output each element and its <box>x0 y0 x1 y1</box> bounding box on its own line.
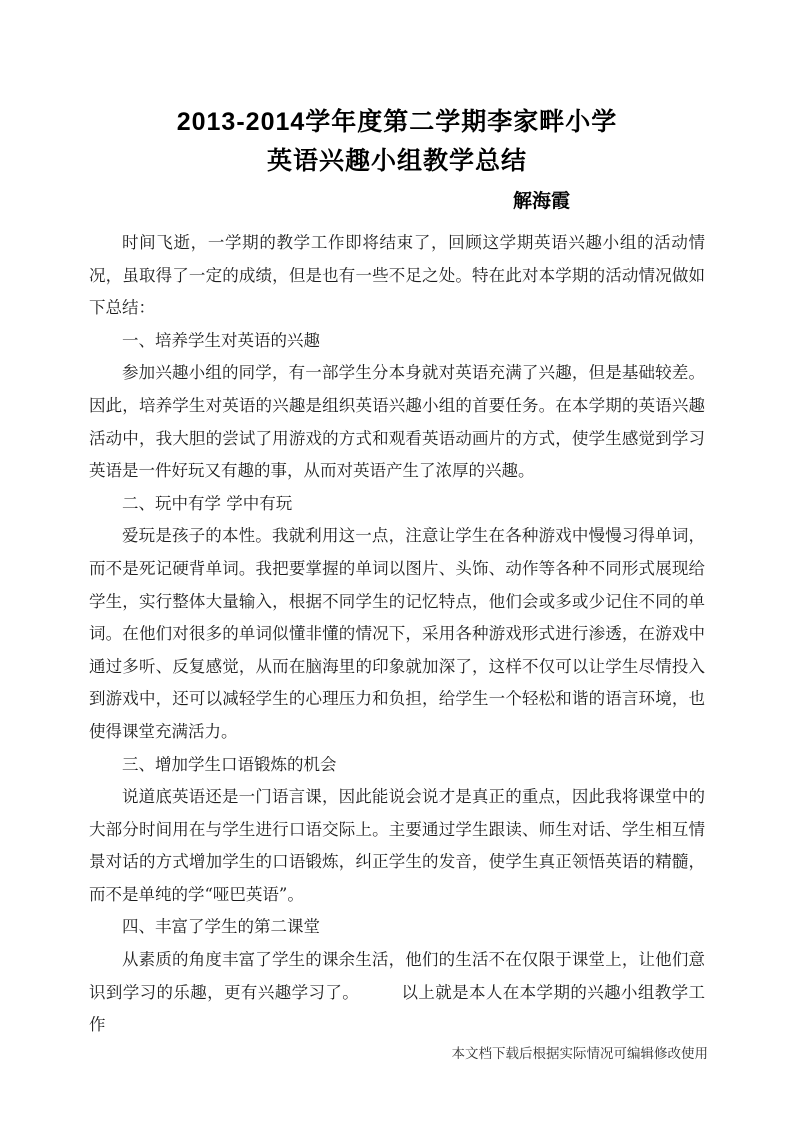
paragraph: 参加兴趣小组的同学，有一部学生分本身就对英语充满了兴趣，但是基础较差。因此，培养学生对英语的兴趣是组织英语兴趣小组的首要任务。在本学期的英语兴趣活动中，我大胆的尝试了用游戏的方式和观看英语动画片的方式，使学生感觉到学习英语是一件好玩又有趣的事，从而对英语产生了浓厚的兴趣。 <box>89 363 705 481</box>
section-heading: 二、玩中有学 学中有玩 <box>122 493 293 513</box>
section-heading: 三、增加学生口语锻炼的机会 <box>122 754 337 774</box>
footer-note: 本文档下载后根据实际情况可编辑修改使用 <box>451 1046 708 1062</box>
title-line-1: 2013-2014学年度第二学期李家畔小学 <box>176 108 618 136</box>
paragraph: 爱玩是孩子的本性。我就利用这一点，注意让学生在各种游戏中慢慢习得单词，而不是死记硬背单词。我把要掌握的单词以图片、头饰、动作等各种不同形式展现给学生，实行整体大量输入，根据不同学生的记忆特点，他们会或多或少记住不同的单词。在他们对很多的单词似懂非懂的情况下，采用各种游戏形式进行渗透，在游戏中通过多听、反复感觉，从而在脑海里的印象就加深了，这样不仅可以让学生尽情投入到游戏中，还可以减轻学生的心理压力和负担，给学生一个轻松和谐的语言环境，也使得课堂充满活力。 <box>89 526 705 741</box>
title-line-2: 英语兴趣小组教学总结 <box>266 147 527 175</box>
document-body <box>0 227 794 1042</box>
section-heading: 一、培养学生对英语的兴趣 <box>122 330 320 350</box>
section-heading: 四、丰富了学生的第二课堂 <box>122 917 320 937</box>
author-name: 解海霞 <box>512 191 570 212</box>
paragraph: 从素质的角度丰富了学生的课余生活，他们的生活不在仅限于课堂上，让他们意识到学习的乐趣，更有兴趣学习了。 以上就是本人在本学期的兴趣小组教学工作 <box>89 950 705 1035</box>
paragraph: 说道底英语还是一门语言课，因此能说会说才是真正的重点，因此我将课堂中的大部分时间用在与学生进行口语交际上。主要通过学生跟读、师生对话、学生相互情景对话的方式增加学生的口语锻炼，纠正学生的发音，使学生真正领悟英语的精髓，而不是单纯的学“哑巴英语”。 <box>89 787 705 904</box>
document-title <box>0 0 794 181</box>
paragraph: 时间飞逝，一学期的教学工作即将结束了，回顾这学期英语兴趣小组的活动情况，虽取得了一定的成绩，但是也有一些不足之处。特在此对本学期的活动情况做如下总结： <box>89 233 705 318</box>
